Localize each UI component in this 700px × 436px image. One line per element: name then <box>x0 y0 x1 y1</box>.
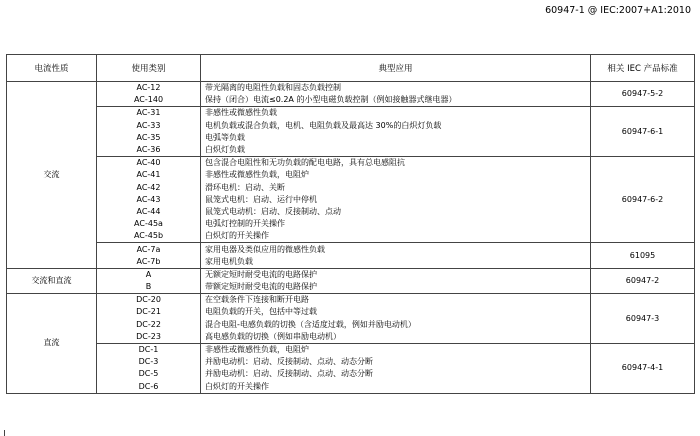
typical-application-cell: 带光隔离的电阻性负载和固态负载控制 <box>201 82 591 95</box>
utilization-category-cell: AC-7a <box>97 243 201 256</box>
iec-standard-cell: 60947-5-2 <box>591 82 695 107</box>
utilization-category-cell: DC-1 <box>97 343 201 356</box>
table-row <box>7 82 695 95</box>
typical-application-cell: 非感性或微感性负载，电阻炉 <box>201 343 591 356</box>
iec-standard-cell: 60947-3 <box>591 294 695 344</box>
typical-application-cell: 白炽灯负载 <box>201 144 591 157</box>
utilization-category-cell: AC-41 <box>97 169 201 181</box>
utilization-category-cell: DC-23 <box>97 331 201 344</box>
utilization-category-cell: DC-6 <box>97 381 201 394</box>
typical-application-cell: 非感性或微感性负载 <box>201 107 591 120</box>
typical-application-cell: 电弧等负载 <box>201 132 591 144</box>
utilization-category-cell: AC-35 <box>97 132 201 144</box>
current-type-cell: 交流 <box>7 82 97 269</box>
typical-application-cell: 高电感负载的切换（例如串励电动机） <box>201 331 591 344</box>
utilization-category-cell: AC-45a <box>97 218 201 230</box>
current-type-cell: 交流和直流 <box>7 268 97 293</box>
utilization-category-cell: DC-5 <box>97 368 201 380</box>
table-row <box>7 157 695 170</box>
typical-application-cell: 保持（闭合）电流≤0.2A 的小型电磁负载控制（例如接触器式继电器） <box>201 94 591 107</box>
utilization-category-cell: AC-40 <box>97 157 201 170</box>
table-header-row <box>7 55 695 82</box>
typical-application-cell: 带额定短时耐受电流的电路保护 <box>201 281 591 294</box>
utilization-category-cell: DC-20 <box>97 294 201 307</box>
typical-application-cell: 并励电动机：启动、反接制动、点动、动态分断 <box>201 368 591 380</box>
typical-application-cell: 包含混合电阻性和无功负载的配电电路，具有总电感阻抗 <box>201 157 591 170</box>
utilization-category-cell: DC-22 <box>97 319 201 331</box>
table-row <box>7 268 695 281</box>
utilization-category-cell: AC-44 <box>97 206 201 218</box>
typical-application-cell: 白炽灯的开关操作 <box>201 230 591 243</box>
utilization-category-cell: AC-12 <box>97 82 201 95</box>
current-type-cell: 直流 <box>7 294 97 394</box>
utilization-category-cell: AC-31 <box>97 107 201 120</box>
table-row <box>7 294 695 307</box>
typical-application-cell: 滑环电机：启动、关断 <box>201 182 591 194</box>
typical-application-cell: 家用电器及类似应用的微感性负载 <box>201 243 591 256</box>
typical-application-cell: 鼠笼式电机：启动、运行中停机 <box>201 194 591 206</box>
utilization-category-cell: A <box>97 268 201 281</box>
utilization-category-cell: B <box>97 281 201 294</box>
typical-application-cell: 非感性或微感性负载，电阻炉 <box>201 169 591 181</box>
iec-standard-cell: 60947-2 <box>591 268 695 293</box>
utilization-category-cell: AC-33 <box>97 120 201 132</box>
typical-application-cell: 家用电机负载 <box>201 256 591 269</box>
utilization-category-cell: AC-45b <box>97 230 201 243</box>
table-body <box>7 82 695 394</box>
utilization-category-table <box>6 54 695 394</box>
utilization-category-cell: AC-43 <box>97 194 201 206</box>
utilization-category-cell: AC-7b <box>97 256 201 269</box>
typical-application-cell: 电机负载或混合负载，电机、电阻负载及最高达 30%的白炽灯负载 <box>201 120 591 132</box>
typical-application-cell: 电弧灯控制的开关操作 <box>201 218 591 230</box>
table-row <box>7 107 695 120</box>
utilization-category-cell: AC-140 <box>97 94 201 107</box>
iec-standard-cell: 60947-6-1 <box>591 107 695 157</box>
typical-application-cell: 无额定短时耐受电流的电路保护 <box>201 268 591 281</box>
typical-application-cell: 在空载条件下连接和断开电路 <box>201 294 591 307</box>
standard-reference: 60947-1 @ IEC:2007+A1:2010 <box>545 5 691 16</box>
utilization-category-cell: AC-36 <box>97 144 201 157</box>
column-header-utilization-category: 使用类别 <box>97 55 201 82</box>
iec-standard-cell: 60947-6-2 <box>591 157 695 243</box>
utilization-category-cell: DC-21 <box>97 306 201 318</box>
table-row <box>7 343 695 356</box>
typical-application-cell: 电阻负载的开关，包括中等过载 <box>201 306 591 318</box>
iec-standard-cell: 61095 <box>591 243 695 268</box>
column-header-current-type: 电流性质 <box>7 55 97 82</box>
typical-application-cell: 并励电动机：启动、反接制动、点动、动态分断 <box>201 356 591 368</box>
typical-application-cell: 鼠笼式电动机：启动、反接制动、点动 <box>201 206 591 218</box>
column-header-typical-application: 典型应用 <box>201 55 591 82</box>
table-row <box>7 243 695 256</box>
page-edge-mark <box>4 430 5 436</box>
column-header-iec-standard: 相关 IEC 产品标准 <box>591 55 695 82</box>
iec-standard-cell: 60947-4-1 <box>591 343 695 393</box>
typical-application-cell: 混合电阻-电感负载的切换（含适度过载，例如并励电动机） <box>201 319 591 331</box>
typical-application-cell: 白炽灯的开关操作 <box>201 381 591 394</box>
utilization-category-cell: DC-3 <box>97 356 201 368</box>
utilization-category-cell: AC-42 <box>97 182 201 194</box>
